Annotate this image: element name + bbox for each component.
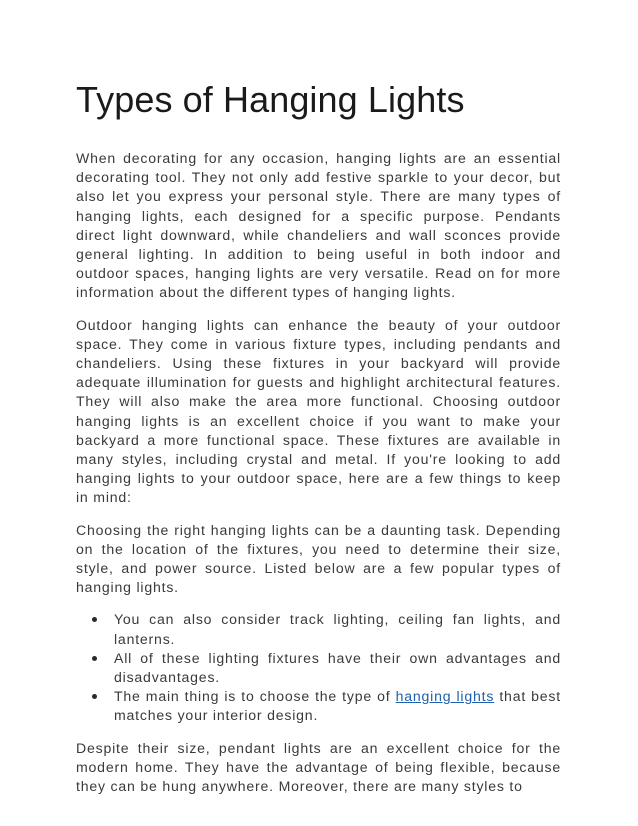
bullet-list — [76, 610, 561, 725]
outdoor-paragraph: Outdoor hanging lights can enhance the beauty of your outdoor space. They come in various fixture types, including pendants and chandeliers. Using these fixtures in your backyard will provide adequate illumination for guests and highlight architectural features. They will also make the area more functional. Choosing outdoor hanging lights is an excellent choice if you want to make your backyard a more functional space. These fixtures are available in many styles, including crystal and metal. If you're looking to add hanging lights to your outdoor space, here are a few things to keep in mind: — [76, 316, 561, 506]
list-item-text-start: The main thing is to choose the type of — [114, 688, 396, 705]
hanging-lights-link[interactable]: hanging lights — [395, 688, 495, 705]
list-item-text-end: that best matches your interior design. — [114, 688, 561, 724]
bullet-icon — [92, 617, 97, 622]
list-item — [114, 687, 561, 725]
document-page — [76, 78, 561, 809]
intro-paragraph: When decorating for any occasion, hanging lights are an essential decorating tool. They not only add festive sparkle to your decor, but also let you express your personal style. There are many types of hanging lights, each designed for a specific purpose. Pendants direct light downward, while chandeliers and wall sconces provide general lighting. In addition to being useful in both indoor and outdoor spaces, hanging lights are very versatile. Read on for more information about the different types of hanging lights. — [76, 150, 561, 301]
pendant-paragraph: Despite their size, pendant lights are an excellent choice for the modern home. They have the advantage of being flexible, because they can be hung anywhere. Moreover, there are many styles to — [76, 739, 561, 795]
page-title: Types of Hanging Lights — [76, 79, 465, 120]
bullet-icon — [92, 656, 97, 661]
choosing-paragraph: Choosing the right hanging lights can be a daunting task. Depending on the location of the fixtures, you need to determine their size, style, and power source. Listed below are a few popular types of hanging lights. — [76, 521, 561, 596]
list-item-text: You can also consider track lighting, ceiling fan lights, and lanterns. — [114, 611, 561, 647]
list-item-text: All of these lighting fixtures have their own advantages and disadvantages. — [114, 649, 561, 686]
list-item — [114, 610, 561, 648]
bullet-icon — [92, 694, 97, 699]
list-item — [114, 649, 561, 687]
